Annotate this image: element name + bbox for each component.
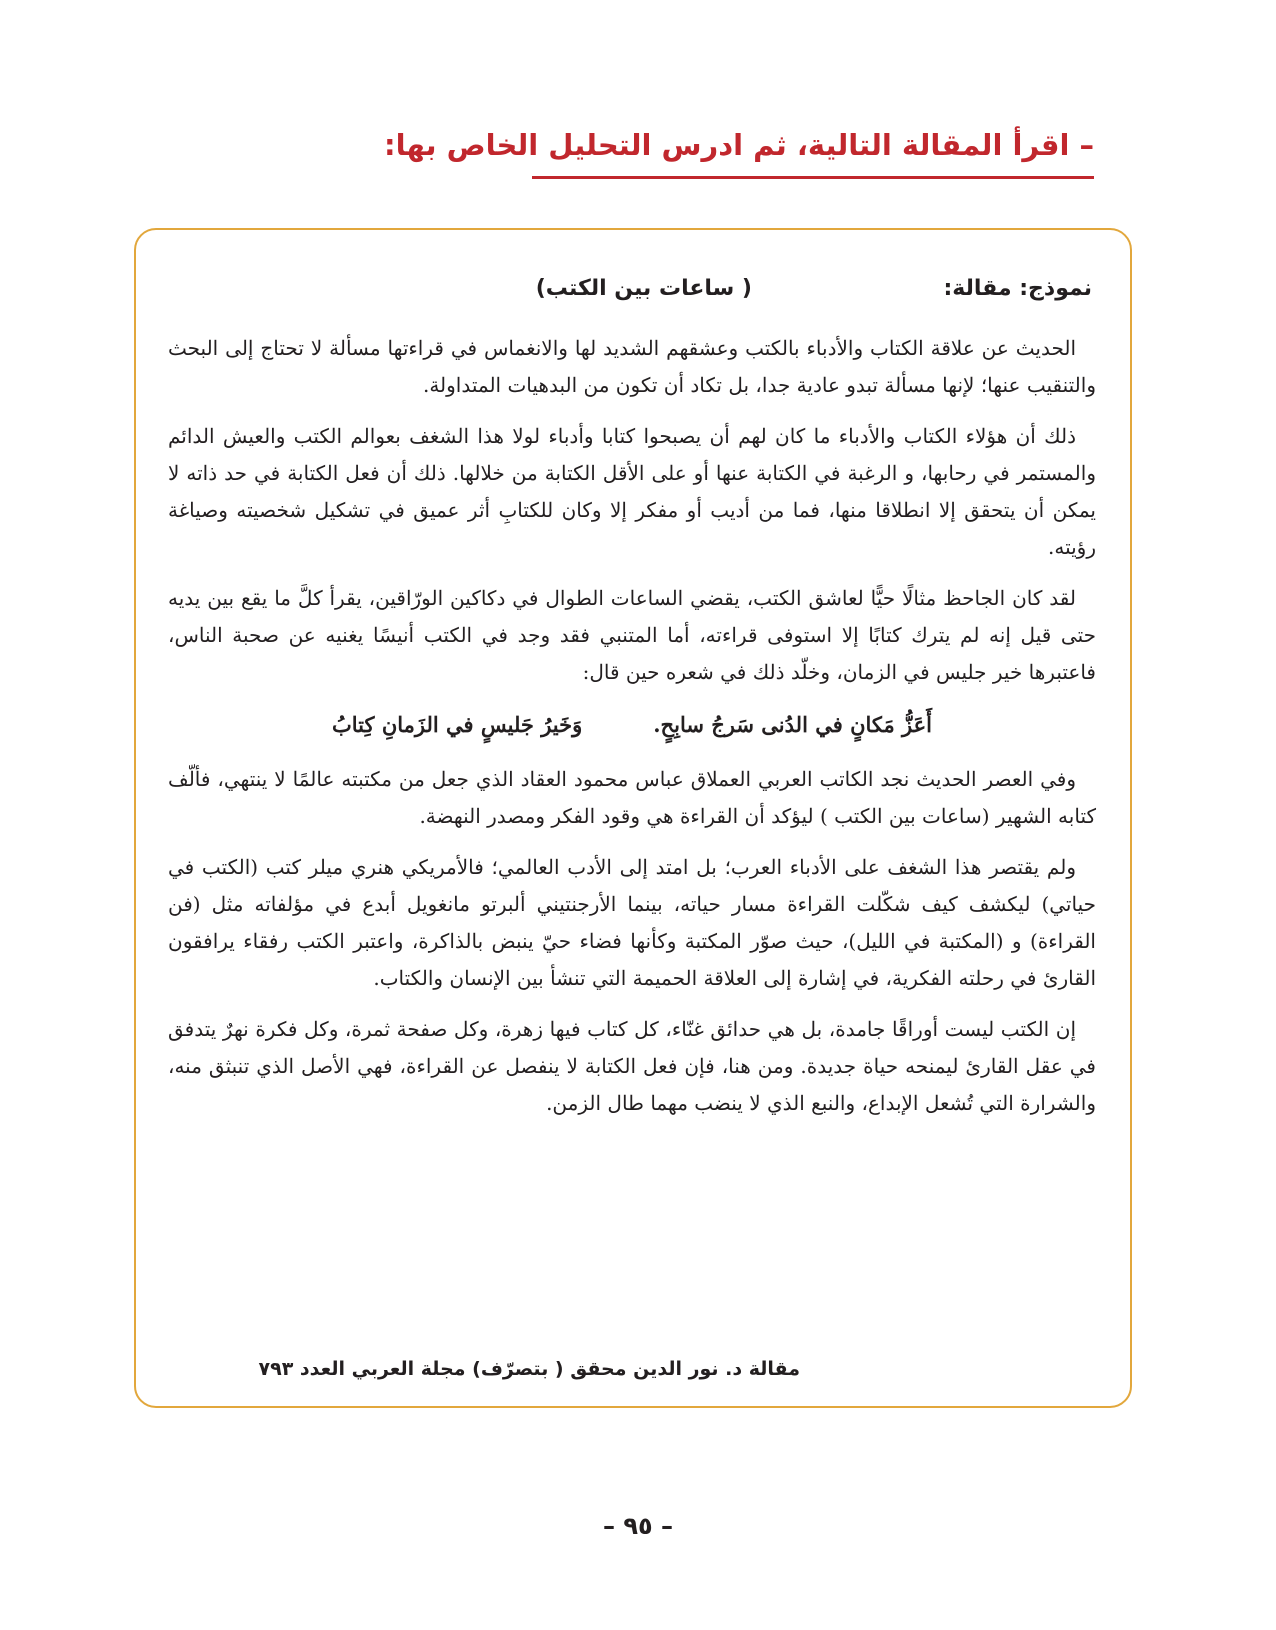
heading-underline bbox=[532, 176, 1094, 179]
paragraph-3: لقد كان الجاحظ مثالًا حيًّا لعاشق الكتب، يقضي الساعات الطوال في دكاكين الورّاقين، يقرأ كلَّ ما يقع بين يديه حتى قيل إنه لم يترك كتابًا إلا استوفى قراءته، أما المتنبي فقد وجد في الكتب أنيسًا يغنيه عن صحبة الناس، فاعتبرها خير جليس في الزمان، وخلّد ذلك في شعره حين قال: bbox=[168, 586, 1096, 684]
paragraph-4: وفي العصر الحديث نجد الكاتب العربي العملاق عباس محمود العقاد الذي جعل من مكتبته عالمًا لا ينتهي، فألّف كتابه الشهير (ساعات بين الكتب ) ليؤكد أن القراءة هي وقود الفكر ومصدر النهضة. bbox=[168, 767, 1096, 828]
paragraph-5: ولم يقتصر هذا الشغف على الأدباء العرب؛ بل امتد إلى الأدب العالمي؛ فالأمريكي هنري ميلر كتب (الكتب في حياتي) ليكشف كيف شكّلت القراءة مسار حياته، بينما الأرجنتيني ألبرتو مانغويل أبدع في مؤلفاته مثل (فن القراءة) و (المكتبة في الليل)، حيث صوّر المكتبة وكأنها فضاء حيّ ينبض بالذاكرة، واعتبر الكتب رفقاء يرافقون القارئ في رحلته الفكرية، في إشارة إلى العلاقة الحميمة التي تنشأ بين الإنسان والكتاب. bbox=[168, 855, 1096, 990]
article-source: مقالة د. نور الدين محقق ( بتصرّف) مجلة العربي العدد ٧٩٣ bbox=[258, 1358, 800, 1380]
article-title: ( ساعات بين الكتب) bbox=[535, 276, 752, 301]
model-label: نموذج: مقالة: bbox=[943, 276, 1092, 301]
instruction-heading: – اقرأ المقالة التالية، ثم ادرس التحليل الخاص بها: bbox=[383, 128, 1094, 162]
paragraph-1: الحديث عن علاقة الكتاب والأدباء بالكتب وعشقهم الشديد لها والانغماس في قراءتها مسألة لا تحتاج إلى البحث والتنقيب عنها؛ لإنها مسألة تبدو عادية جدا، بل تكاد أن تكون من البدهيات المتداولة. bbox=[168, 336, 1096, 397]
poem-first-hemistich: أَعَزُّ مَكانٍ في الدُنى سَرجُ سابِحٍ. bbox=[653, 712, 932, 737]
poem-verse bbox=[332, 705, 932, 745]
paragraph-2: ذلك أن هؤلاء الكتاب والأدباء ما كان لهم أن يصبحوا كتابا وأدباء لولا هذا الشغف بعوالم الكتب والعيش الدائم والمستمر في رحابها، و الرغبة في الكتابة عنها أو على الأقل الكتابة من خلالها. ذلك أن فعل الكتابة في حد ذاته لا يمكن أن يتحقق إلا انطلاقا منها، فما من أديب أو مفكر إلا وكان للكتابِ أثر عميق في تشكيل شخصيته وصياغة رؤيته. bbox=[168, 424, 1096, 559]
article-body bbox=[168, 330, 1096, 1136]
page-number: – ٩٥ – bbox=[602, 1512, 673, 1540]
poem-second-hemistich: وَخَيرُ جَليسٍ في الزَمانِ كِتابُ bbox=[332, 712, 583, 737]
paragraph-6: إن الكتب ليست أوراقًا جامدة، بل هي حدائق غنّاء، كل كتاب فيها زهرة، وكل صفحة ثمرة، وكل فكرة نهرٌ يتدفق في عقل القارئ ليمنحه حياة جديدة. ومن هنا، فإن فعل الكتابة لا ينفصل عن القراءة، فهي الأصل الذي تنبثق منه، والشرارة التي تُشعل الإبداع، والنبع الذي لا ينضب مهما طال الزمن. bbox=[168, 1017, 1096, 1115]
article-header bbox=[134, 276, 1132, 310]
